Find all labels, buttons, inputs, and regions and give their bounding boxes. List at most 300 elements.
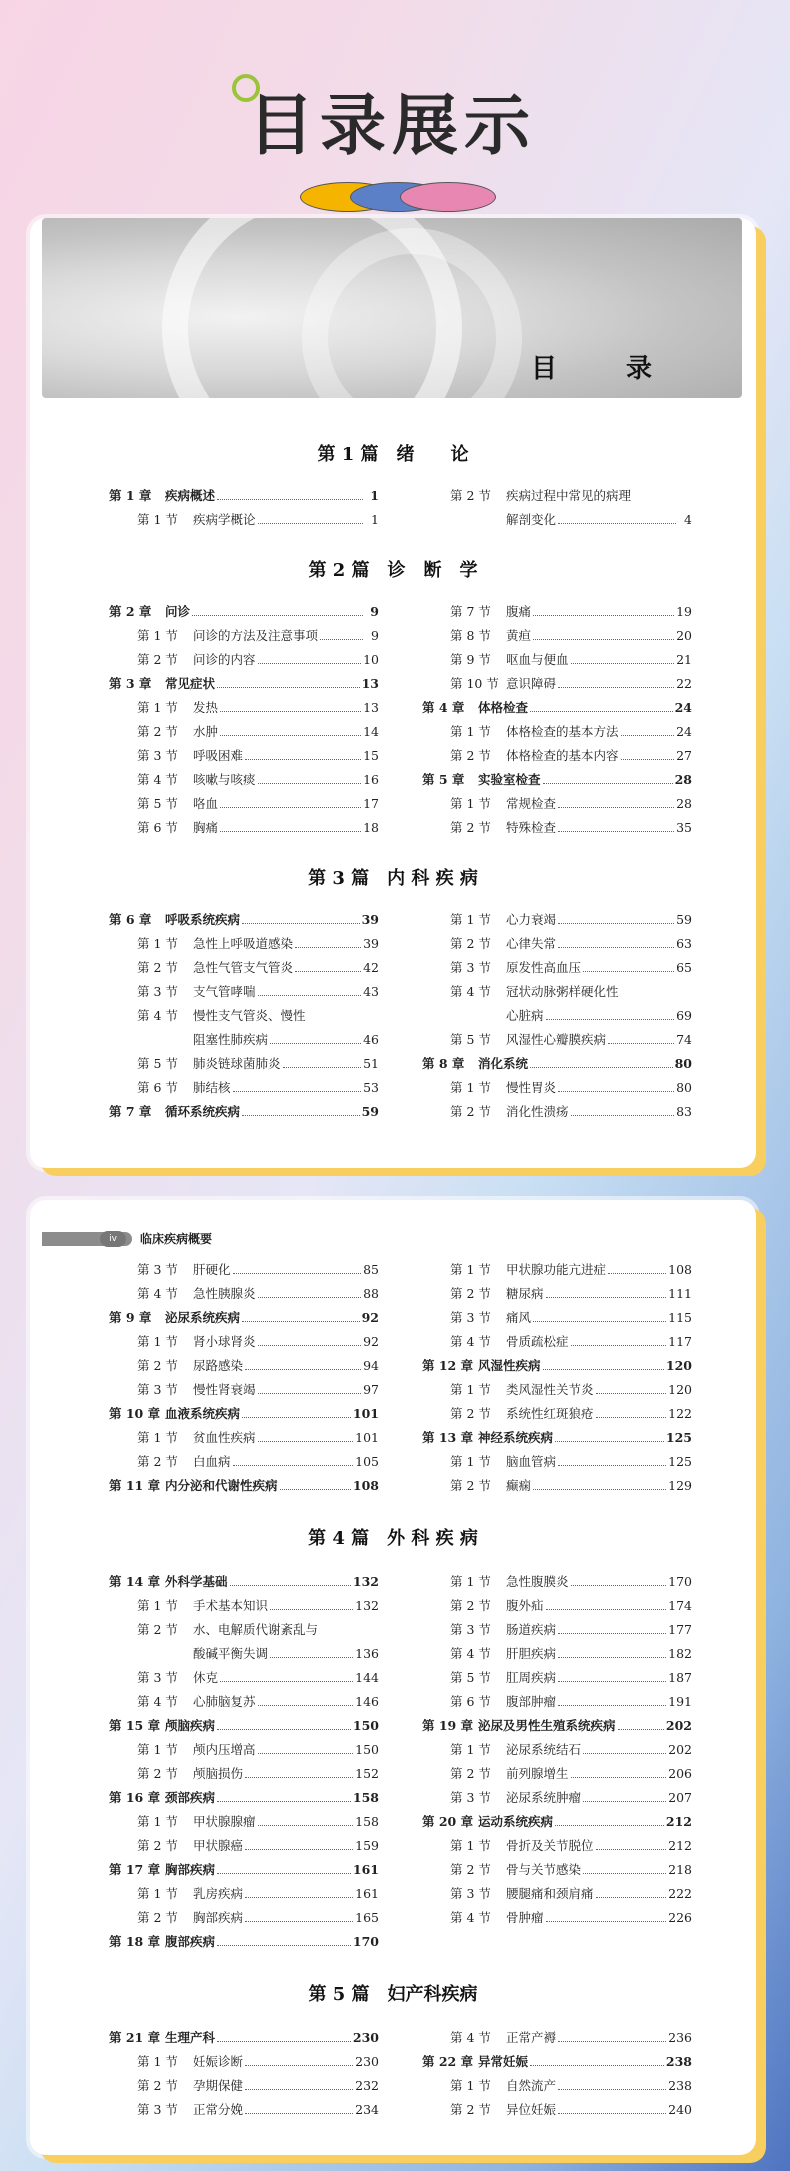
leader-dots xyxy=(258,1825,354,1826)
entry-number: 第 2 节 xyxy=(137,724,178,739)
entry-page: 159 xyxy=(355,1838,379,1853)
entry-title: 支气管哮喘 xyxy=(193,984,256,999)
section-entry xyxy=(422,648,692,672)
entry-title: 甲状腺腺瘤 xyxy=(193,1814,256,1829)
section-entry xyxy=(109,1258,379,1282)
entry-number: 第 3 节 xyxy=(137,2102,178,2117)
entry-title: 问诊的内容 xyxy=(193,652,256,667)
toc-column xyxy=(422,1570,692,1930)
chapter-entry xyxy=(109,600,379,624)
section-entry xyxy=(109,720,379,744)
leader-dots xyxy=(295,947,361,948)
leader-dots xyxy=(283,1067,362,1068)
section-entry xyxy=(109,1282,379,1306)
entry-number: 第 1 节 xyxy=(450,1382,491,1397)
entry-page: 24 xyxy=(674,700,692,715)
section-entry xyxy=(422,1906,692,1930)
entry-page: 39 xyxy=(363,936,379,951)
entry-page: 234 xyxy=(355,2102,379,2117)
leader-dots xyxy=(596,1393,667,1394)
section-entry xyxy=(422,1642,692,1666)
entry-title: 妊娠诊断 xyxy=(193,2054,244,2069)
entry-title: 消化性溃疡 xyxy=(506,1104,569,1119)
entry-title: 颅脑损伤 xyxy=(193,1766,244,1781)
section-entry xyxy=(109,1330,379,1354)
entry-number: 第 3 章 xyxy=(109,676,152,691)
entry-page: 132 xyxy=(355,1598,379,1613)
entry-title: 水、电解质代谢紊乱与 xyxy=(193,1622,319,1637)
leader-dots xyxy=(245,1921,353,1922)
leader-dots xyxy=(295,971,361,972)
chapter-entry xyxy=(109,1402,379,1426)
entry-title: 常见症状 xyxy=(165,676,216,691)
entry-page: 15 xyxy=(363,748,379,763)
entry-page: 53 xyxy=(363,1080,379,1095)
entry-number: 第 1 节 xyxy=(137,1814,178,1829)
entry-title: 慢性肾衰竭 xyxy=(193,1382,256,1397)
section-entry xyxy=(109,816,379,840)
entry-number: 第 2 节 xyxy=(450,2102,491,2117)
entry-number: 第 2 节 xyxy=(450,1766,491,1781)
entry-page: 17 xyxy=(363,796,379,811)
entry-page: 35 xyxy=(676,820,692,835)
entry-page: 212 xyxy=(665,1814,692,1829)
ellipse-pink-icon xyxy=(400,182,496,212)
entry-page: 24 xyxy=(676,724,692,739)
book-title: 临床疾病概要 xyxy=(140,1232,213,1246)
leader-dots xyxy=(558,1657,666,1658)
section-entry xyxy=(109,648,379,672)
section-entry xyxy=(109,1738,379,1762)
entry-number: 第 2 节 xyxy=(137,2078,178,2093)
entry-number: 第 1 节 xyxy=(450,1262,491,1277)
entry-number: 第 5 节 xyxy=(450,1032,491,1047)
leader-dots xyxy=(608,1043,674,1044)
entry-number: 第 2 节 xyxy=(450,820,491,835)
entry-title: 咳嗽与咳痰 xyxy=(193,772,256,787)
entry-page: 16 xyxy=(363,772,379,787)
entry-number: 第 3 节 xyxy=(450,960,491,975)
chapter-entry xyxy=(109,484,379,508)
section-entry xyxy=(422,1882,692,1906)
entry-page: 117 xyxy=(668,1334,692,1349)
entry-number: 第 1 节 xyxy=(450,2078,491,2093)
entry-page: 152 xyxy=(355,1766,379,1781)
entry-number: 第 1 节 xyxy=(137,512,178,527)
entry-page: 170 xyxy=(668,1574,692,1589)
leader-dots xyxy=(230,1585,351,1586)
entry-title: 特殊检查 xyxy=(506,820,557,835)
entry-title: 自然流产 xyxy=(506,2078,557,2093)
chapter-entry xyxy=(109,1930,379,1954)
section-entry xyxy=(109,1618,379,1642)
toc-card-1 xyxy=(30,218,756,1168)
entry-number: 第 5 节 xyxy=(450,1670,491,1685)
entry-page: 187 xyxy=(668,1670,692,1685)
toc-banner xyxy=(42,218,742,398)
entry-title: 手术基本知识 xyxy=(193,1598,269,1613)
entry-number: 第 2 节 xyxy=(137,652,178,667)
section-entry xyxy=(422,600,692,624)
leader-dots xyxy=(530,1067,673,1068)
entry-number: 第 1 节 xyxy=(137,700,178,715)
entry-number: 第 1 章 xyxy=(109,488,152,503)
section-entry xyxy=(109,1378,379,1402)
entry-page: 144 xyxy=(355,1670,379,1685)
entry-title: 生理产科 xyxy=(165,2030,216,2045)
leader-dots xyxy=(220,735,361,736)
section-entry xyxy=(422,1330,692,1354)
section-entry xyxy=(109,1594,379,1618)
entry-number: 第 1 节 xyxy=(137,936,178,951)
leader-dots xyxy=(220,711,361,712)
entry-number: 第 1 节 xyxy=(450,1574,491,1589)
entry-page: 59 xyxy=(676,912,692,927)
entry-title: 体格检查 xyxy=(478,700,529,715)
leader-dots xyxy=(220,807,361,808)
entry-title: 孕期保健 xyxy=(193,2078,244,2093)
entry-number: 第 5 节 xyxy=(137,796,178,811)
chapter-entry xyxy=(422,1810,692,1834)
entry-title: 慢性支气管炎、慢性 xyxy=(193,1008,306,1023)
entry-page: 236 xyxy=(668,2030,692,2045)
section-entry xyxy=(422,624,692,648)
chapter-entry xyxy=(109,1858,379,1882)
entry-title: 肺炎链球菌肺炎 xyxy=(193,1056,281,1071)
toc-column xyxy=(422,2026,692,2122)
entry-number: 第 6 节 xyxy=(450,1694,491,1709)
entry-title: 肝胆疾病 xyxy=(506,1646,557,1661)
section-entry xyxy=(109,1666,379,1690)
entry-page: 18 xyxy=(363,820,379,835)
chapter-entry xyxy=(109,1714,379,1738)
decorative-ellipses xyxy=(300,182,500,212)
section-entry xyxy=(109,1426,379,1450)
leader-dots xyxy=(583,971,674,972)
entry-number: 第 1 节 xyxy=(137,628,178,643)
entry-number: 第 2 节 xyxy=(450,748,491,763)
entry-title: 肺结核 xyxy=(193,1080,231,1095)
entry-number: 第 2 节 xyxy=(137,960,178,975)
section-entry xyxy=(422,956,692,980)
entry-page: 14 xyxy=(363,724,379,739)
entry-page: 240 xyxy=(668,2102,692,2117)
entry-title: 常规检查 xyxy=(506,796,557,811)
entry-page: 222 xyxy=(668,1886,692,1901)
entry-title: 阻塞性肺疾病 xyxy=(193,1032,269,1047)
entry-number: 第 1 节 xyxy=(450,1742,491,1757)
leader-dots xyxy=(558,2089,666,2090)
entry-page: 21 xyxy=(676,652,692,667)
section-entry xyxy=(109,956,379,980)
section-entry xyxy=(422,1100,692,1124)
entry-page: 1 xyxy=(371,512,379,527)
entry-title: 肠道疾病 xyxy=(506,1622,557,1637)
leader-dots xyxy=(546,1019,675,1020)
entry-page: 10 xyxy=(363,652,379,667)
section-entry xyxy=(422,980,692,1004)
entry-page: 85 xyxy=(363,1262,379,1277)
leader-dots xyxy=(583,1873,666,1874)
entry-title: 泌尿系统结石 xyxy=(506,1742,582,1757)
entry-title: 心肺脑复苏 xyxy=(193,1694,256,1709)
page-number-badge: iv xyxy=(100,1231,126,1247)
entry-title: 急性胰腺炎 xyxy=(193,1286,256,1301)
entry-number: 第 2 节 xyxy=(450,488,491,503)
leader-dots xyxy=(242,923,360,924)
leader-dots xyxy=(608,1273,666,1274)
entry-title: 风湿性疾病 xyxy=(478,1358,541,1373)
entry-title: 心力衰竭 xyxy=(506,912,557,927)
leader-dots xyxy=(258,1345,362,1346)
entry-page: 65 xyxy=(676,960,692,975)
entry-page: 218 xyxy=(668,1862,692,1877)
leader-dots xyxy=(543,1369,664,1370)
entry-title: 正常产褥 xyxy=(506,2030,557,2045)
entry-page: 158 xyxy=(355,1814,379,1829)
entry-page: 46 xyxy=(363,1032,379,1047)
entry-continuation xyxy=(422,1004,692,1028)
entry-number: 第 2 节 xyxy=(450,1104,491,1119)
section-entry xyxy=(109,980,379,1004)
section-entry xyxy=(109,624,379,648)
entry-number: 第 3 节 xyxy=(450,1622,491,1637)
entry-title: 问诊的方法及注意事项 xyxy=(193,628,319,643)
entry-number: 第 8 章 xyxy=(422,1056,465,1071)
entry-number: 第 21 章 xyxy=(109,2030,161,2045)
entry-title: 神经系统疾病 xyxy=(478,1430,554,1445)
entry-page: 9 xyxy=(371,628,379,643)
entry-number: 第 2 节 xyxy=(137,1358,178,1373)
leader-dots xyxy=(217,1801,351,1802)
entry-page: 125 xyxy=(665,1430,692,1445)
entry-number: 第 1 节 xyxy=(137,1598,178,1613)
leader-dots xyxy=(270,1043,361,1044)
section-entry xyxy=(109,1004,379,1028)
section-entry xyxy=(422,1474,692,1498)
entry-title: 消化系统 xyxy=(478,1056,529,1071)
section-entry xyxy=(109,1762,379,1786)
section-entry xyxy=(109,1882,379,1906)
entry-number: 第 5 节 xyxy=(137,1056,178,1071)
entry-title: 冠状动脉粥样硬化性 xyxy=(506,984,619,999)
entry-title: 颅内压增高 xyxy=(193,1742,256,1757)
entry-number: 第 1 节 xyxy=(450,912,491,927)
entry-page: 174 xyxy=(668,1598,692,1613)
leader-dots xyxy=(533,1321,666,1322)
entry-page: 150 xyxy=(352,1718,379,1733)
leader-dots xyxy=(530,711,673,712)
leader-dots xyxy=(558,1091,674,1092)
leader-dots xyxy=(596,1417,667,1418)
entry-number: 第 10 章 xyxy=(109,1406,161,1421)
entry-title: 系统性红斑狼疮 xyxy=(506,1406,594,1421)
leader-dots xyxy=(245,1897,353,1898)
entry-page: 230 xyxy=(352,2030,379,2045)
entry-title: 呼吸系统疾病 xyxy=(165,912,241,927)
entry-number: 第 4 节 xyxy=(450,1646,491,1661)
entry-number: 第 3 节 xyxy=(450,1790,491,1805)
leader-dots xyxy=(555,1825,664,1826)
entry-number: 第 4 节 xyxy=(137,1694,178,1709)
toc-column xyxy=(422,600,692,840)
leader-dots xyxy=(543,783,673,784)
entry-title: 意识障碍 xyxy=(506,676,557,691)
section-entry xyxy=(422,1258,692,1282)
chapter-entry xyxy=(109,1570,379,1594)
entry-page: 191 xyxy=(668,1694,692,1709)
leader-dots xyxy=(258,1393,362,1394)
entry-number: 第 2 节 xyxy=(137,1838,178,1853)
entry-title: 胸痛 xyxy=(193,820,219,835)
entry-title: 类风湿性关节炎 xyxy=(506,1382,594,1397)
section-entry xyxy=(422,1690,692,1714)
entry-title: 异常妊娠 xyxy=(478,2054,529,2069)
entry-number: 第 3 节 xyxy=(137,748,178,763)
entry-number: 第 2 节 xyxy=(450,1598,491,1613)
section-entry xyxy=(422,1028,692,1052)
entry-title: 酸碱平衡失调 xyxy=(193,1646,269,1661)
entry-title: 解剖变化 xyxy=(506,512,557,527)
leader-dots xyxy=(192,615,363,616)
entry-title: 腹外疝 xyxy=(506,1598,544,1613)
leader-dots xyxy=(245,2065,353,2066)
chapter-entry xyxy=(422,696,692,720)
entry-page: 177 xyxy=(668,1622,692,1637)
entry-page: 4 xyxy=(684,512,692,527)
entry-title: 泌尿系统肿瘤 xyxy=(506,1790,582,1805)
entry-page: 120 xyxy=(665,1358,692,1373)
leader-dots xyxy=(233,1465,354,1466)
leader-dots xyxy=(220,1681,353,1682)
entry-number: 第 9 节 xyxy=(450,652,491,667)
entry-page: 51 xyxy=(363,1056,379,1071)
section-entry xyxy=(109,768,379,792)
leader-dots xyxy=(596,1897,667,1898)
part-title: 第 2 篇 诊 断 学 xyxy=(308,560,478,581)
leader-dots xyxy=(217,2041,351,2042)
entry-page: 230 xyxy=(355,2054,379,2069)
section-entry xyxy=(422,1786,692,1810)
leader-dots xyxy=(217,687,360,688)
entry-title: 泌尿及男性生殖系统疾病 xyxy=(478,1718,616,1733)
section-entry xyxy=(109,1052,379,1076)
leader-dots xyxy=(546,1609,667,1610)
section-entry xyxy=(422,484,692,508)
entry-number: 第 13 章 xyxy=(422,1430,474,1445)
entry-page: 92 xyxy=(363,1334,379,1349)
entry-page: 105 xyxy=(355,1454,379,1469)
leader-dots xyxy=(546,1297,667,1298)
section-entry xyxy=(422,2074,692,2098)
entry-title: 癫痫 xyxy=(506,1478,532,1493)
entry-number: 第 9 章 xyxy=(109,1310,152,1325)
entry-title: 肝硬化 xyxy=(193,1262,231,1277)
entry-page: 28 xyxy=(676,796,692,811)
leader-dots xyxy=(558,1681,666,1682)
entry-title: 甲状腺功能亢进症 xyxy=(506,1262,607,1277)
toc-column xyxy=(109,2026,379,2122)
entry-number: 第 4 节 xyxy=(137,1008,178,1023)
entry-number: 第 7 章 xyxy=(109,1104,152,1119)
entry-title: 血液系统疾病 xyxy=(165,1406,241,1421)
leader-dots xyxy=(558,2041,666,2042)
entry-number: 第 1 节 xyxy=(137,1886,178,1901)
entry-number: 第 22 章 xyxy=(422,2054,474,2069)
section-entry xyxy=(109,2098,379,2122)
section-entry xyxy=(422,1738,692,1762)
entry-page: 232 xyxy=(355,2078,379,2093)
entry-number: 第 2 节 xyxy=(450,1286,491,1301)
entry-title: 疾病过程中常见的病理 xyxy=(506,488,632,503)
section-entry xyxy=(422,1762,692,1786)
leader-dots xyxy=(258,783,362,784)
entry-page: 111 xyxy=(668,1286,692,1301)
leader-dots xyxy=(217,499,363,500)
entry-page: 59 xyxy=(361,1104,379,1119)
entry-title: 疾病学概论 xyxy=(193,512,256,527)
section-entry xyxy=(422,1618,692,1642)
entry-number: 第 14 章 xyxy=(109,1574,161,1589)
section-entry xyxy=(422,1666,692,1690)
entry-page: 74 xyxy=(676,1032,692,1047)
entry-page: 80 xyxy=(676,1080,692,1095)
section-entry xyxy=(109,1906,379,1930)
entry-number: 第 3 节 xyxy=(450,1310,491,1325)
entry-number: 第 1 节 xyxy=(450,724,491,739)
leader-dots xyxy=(242,1115,360,1116)
leader-dots xyxy=(571,1345,667,1346)
entry-number: 第 2 节 xyxy=(137,1622,178,1637)
chapter-entry xyxy=(109,1100,379,1124)
leader-dots xyxy=(558,807,674,808)
entry-page: 108 xyxy=(352,1478,379,1493)
toc-column xyxy=(109,484,379,532)
entry-page: 132 xyxy=(352,1574,379,1589)
section-entry xyxy=(422,792,692,816)
entry-page: 115 xyxy=(668,1310,692,1325)
section-entry xyxy=(422,816,692,840)
leader-dots xyxy=(258,1441,354,1442)
entry-title: 贫血性疾病 xyxy=(193,1430,256,1445)
section-entry xyxy=(109,1450,379,1474)
section-entry xyxy=(422,2098,692,2122)
leader-dots xyxy=(270,1609,353,1610)
entry-page: 212 xyxy=(668,1838,692,1853)
entry-page: 94 xyxy=(363,1358,379,1373)
entry-title: 泌尿系统疾病 xyxy=(165,1310,241,1325)
entry-page: 101 xyxy=(352,1406,379,1421)
entry-number: 第 1 节 xyxy=(137,1430,178,1445)
leader-dots xyxy=(558,831,674,832)
entry-number: 第 2 章 xyxy=(109,604,152,619)
section-entry xyxy=(422,1594,692,1618)
entry-page: 182 xyxy=(668,1646,692,1661)
entry-title: 尿路感染 xyxy=(193,1358,244,1373)
leader-dots xyxy=(245,1777,353,1778)
entry-title: 脑血管病 xyxy=(506,1454,557,1469)
toc-column xyxy=(422,1258,692,1498)
entry-number: 第 4 节 xyxy=(137,772,178,787)
entry-page: 27 xyxy=(676,748,692,763)
section-entry xyxy=(109,1354,379,1378)
entry-page: 97 xyxy=(363,1382,379,1397)
leader-dots xyxy=(558,1465,666,1466)
section-entry xyxy=(422,1570,692,1594)
page-title: 目录展示 xyxy=(248,87,536,164)
toc-column xyxy=(109,600,379,840)
leader-dots xyxy=(233,1091,362,1092)
